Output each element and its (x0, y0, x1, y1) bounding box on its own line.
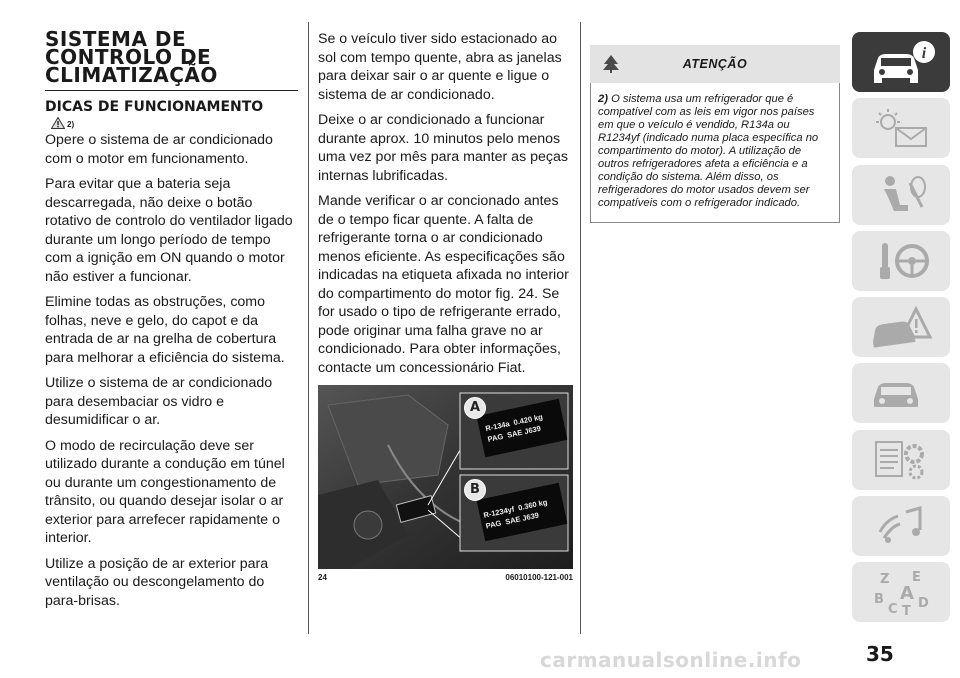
engine-compartment-figure (318, 385, 573, 569)
svg-text:A: A (900, 583, 914, 605)
figure-number: 24 (318, 573, 327, 582)
attention-ref: 2) (598, 93, 608, 105)
label-a-oil: PAG (486, 431, 505, 444)
label-a-marker: A (464, 397, 486, 419)
tree-warning-icon (600, 53, 622, 75)
paragraph: Utilize a posição de ar exterior para ventilação ou descongelamento do para-brisas. (45, 555, 269, 609)
figure-caption (318, 573, 573, 582)
svg-text:B: B (874, 592, 884, 608)
index-icon (866, 567, 936, 617)
tab-multimedia[interactable] (852, 496, 950, 556)
svg-text:D: D (918, 596, 929, 612)
multimedia-icon (866, 502, 936, 550)
label-b-standard: SAE J639 (504, 510, 540, 527)
svg-text:C: C (888, 602, 898, 618)
label-a-refrigerant: R-134a (484, 419, 511, 434)
warning-triangle-icon (51, 117, 65, 129)
label-a-standard: SAE J639 (506, 423, 542, 440)
left-column (45, 27, 298, 617)
tab-safety[interactable] (852, 165, 950, 225)
technical-data-icon (866, 436, 936, 484)
label-a-text (484, 411, 546, 445)
column-divider (308, 22, 309, 634)
column-divider (580, 22, 581, 634)
attention-header (590, 45, 840, 83)
tab-service[interactable] (852, 363, 950, 423)
label-a-panel (460, 393, 568, 469)
svg-text:E: E (912, 570, 921, 586)
paragraph: Mande verificar o ar concionado antes de o tempo ficar quente. A falta de refrigerante torna o ar condicionado menos eficiente. As especificações são indicadas na etiqueta afixada no interior do compartimento do motor fig. 24. Se for usado o tipo de refrigerante errado, pode originar uma falha grave no ar condicionado. Para obter informações, contacte um concessionário Fiat. (318, 193, 569, 376)
page-number: 35 (866, 642, 894, 666)
label-b-refrigerant: R-1234yf (482, 504, 516, 520)
car-service-icon (866, 369, 936, 417)
key-steering-icon (866, 237, 936, 285)
tab-dashboard-lights[interactable] (852, 98, 950, 158)
tab-emergency[interactable] (852, 297, 950, 357)
warning-reference (51, 117, 298, 129)
attention-box (590, 45, 840, 223)
paragraph: Utilize o sistema de ar condicionado para desembaciar os vidro e desumidificar o ar. (45, 375, 273, 428)
emergency-icon (866, 303, 936, 351)
middle-column (318, 30, 573, 582)
car-info-icon (866, 40, 936, 84)
svg-text:i: i (921, 45, 927, 62)
warning-ref-number: 2) (67, 120, 75, 129)
dashboard-lights-icon (866, 104, 936, 152)
tab-starting-driving[interactable] (852, 231, 950, 291)
label-b-amount: 0.360 kg (517, 497, 549, 513)
label-b-marker: B (464, 479, 486, 501)
paragraph: Deixe o ar condicionado a funcionar durante aprox. 10 minutos pelo menos uma vez por mês para manter as peças internas lubrificadas. (318, 112, 568, 184)
airbag-seat-icon (866, 171, 936, 219)
chapter-tabs (852, 32, 950, 629)
label-a-amount: 0.420 kg (512, 412, 544, 428)
label-b-oil: PAG (484, 518, 503, 531)
tab-technical-data[interactable] (852, 430, 950, 490)
paragraph: Elimine todas as obstruções, como folhas, neve e gelo, do capot e da entrada de ar na grelha de cobertura para melhorar a eficiência do sistema. (45, 294, 285, 366)
paragraph: O modo de recirculação deve ser utilizado durante a condução em túnel ou durante um congestionamento de trânsito, ou quando desejar isolar o ar exterior para arrefecer rapidamente o interior. (45, 437, 285, 546)
subsection-title: DICAS DE FUNCIONAMENTO (45, 99, 264, 115)
figure-code: 06010100-121-001 (505, 573, 573, 582)
section-title: SISTEMA DE CONTROLO DE CLIMATIZAÇÃO (45, 30, 298, 91)
paragraph: Para evitar que a bateria seja descarregada, não deixe o botão rotativo de controlo do ventilador ligado durante um longo período de tempo com a ignição em ON quando o motor não estiver a funcionar. (45, 176, 293, 285)
attention-title: ATENÇÃO (682, 57, 748, 71)
attention-body (590, 83, 840, 223)
label-b-panel (460, 475, 568, 551)
label-b-text (482, 496, 550, 531)
watermark: carmanualsonline.info (540, 648, 802, 672)
paragraph: Opere o sistema de ar condicionado com o motor em funcionamento. (45, 132, 273, 167)
svg-text:T: T (902, 604, 911, 618)
attention-text: O sistema usa um refrigerador que é compatível com as leis em vigor nos países em que o veículo é vendido, R134a ou R1234yf (indicado numa placa específica no compartimento do motor). A utilização de outros refrigeradores afeta a eficiência e a condição do sistema. Além disso, os refrigeradores do motor usados devem ser compatíveis com o refrigerador indicado. (598, 93, 819, 209)
tab-index[interactable] (852, 562, 950, 622)
paragraph: Se o veículo tiver sido estacionado ao sol com tempo quente, abra as janelas para deixar sair o ar quente e ligue o sistema de ar condicionado. (318, 31, 562, 103)
tab-car-info[interactable] (852, 32, 950, 92)
svg-text:Z: Z (880, 572, 890, 588)
